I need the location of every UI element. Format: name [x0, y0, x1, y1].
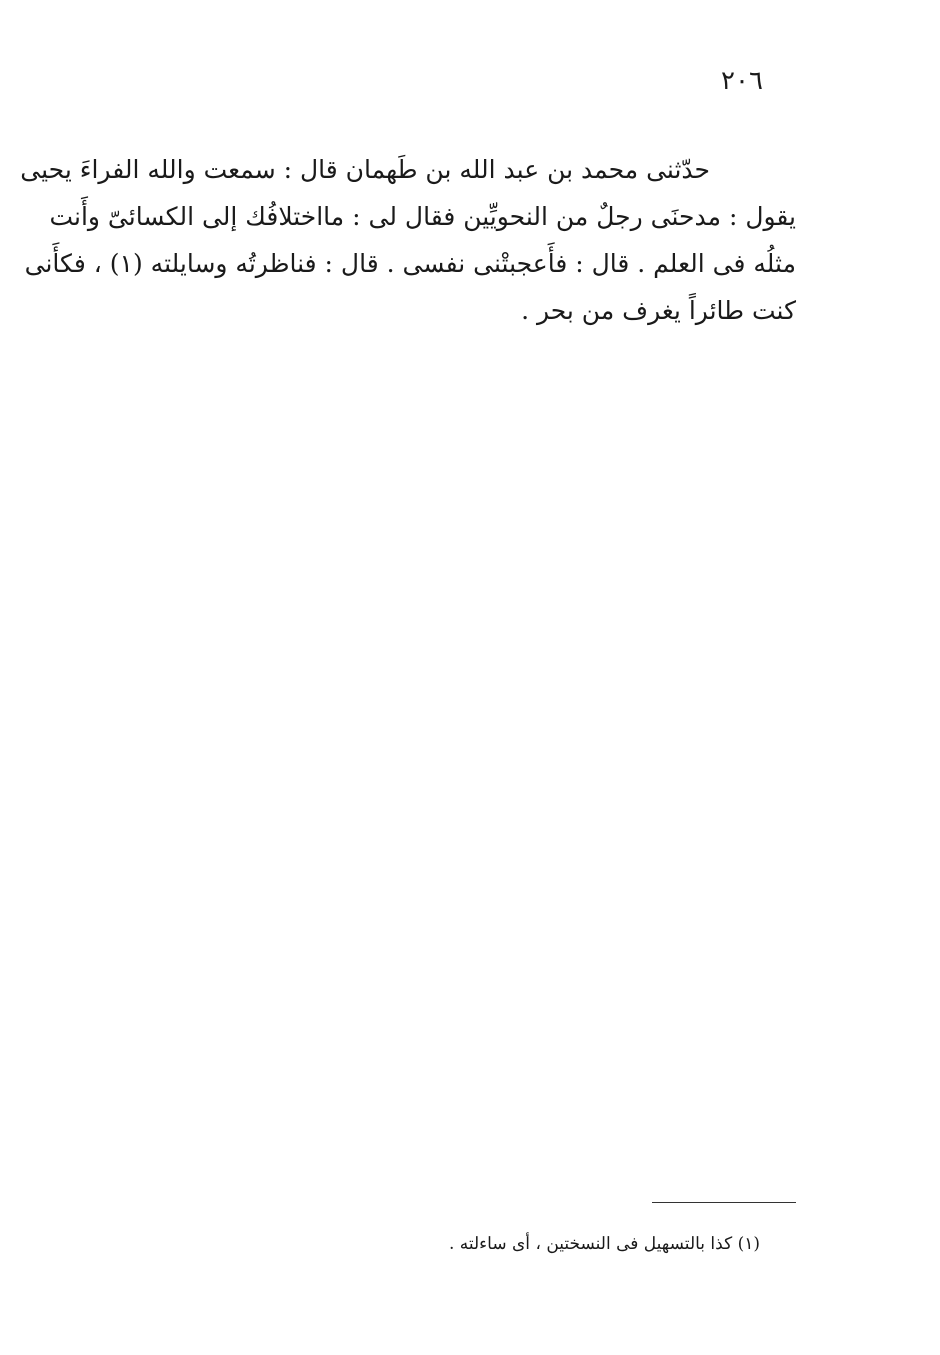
main-paragraph [20, 146, 796, 334]
paragraph-line: يقول : مدحنَى رجلٌ من النحويِّين فقال لى : مااختلافُك إلى الكسائىّ وأَنت [49, 202, 796, 231]
paragraph-line: كنت طائراً يغرف من بحر . [521, 296, 796, 325]
paragraph-line: مثلُه فى العلم . قال : فأَعجبتْنى نفسى . قال : فناظرتُه وسايلته (١) ، فكأَنى [24, 249, 796, 278]
paragraph-line: حدّثنى محمد بن عبد الله بن طَهمان قال : سمعت والله الفراءَ يحيى [20, 155, 710, 184]
footnote: (١) كذا بالتسهيل فى النسختين ، أى ساءلته . [448, 1234, 760, 1254]
page-number: ٢٠٦ [721, 66, 763, 96]
footnote-divider [652, 1202, 796, 1203]
